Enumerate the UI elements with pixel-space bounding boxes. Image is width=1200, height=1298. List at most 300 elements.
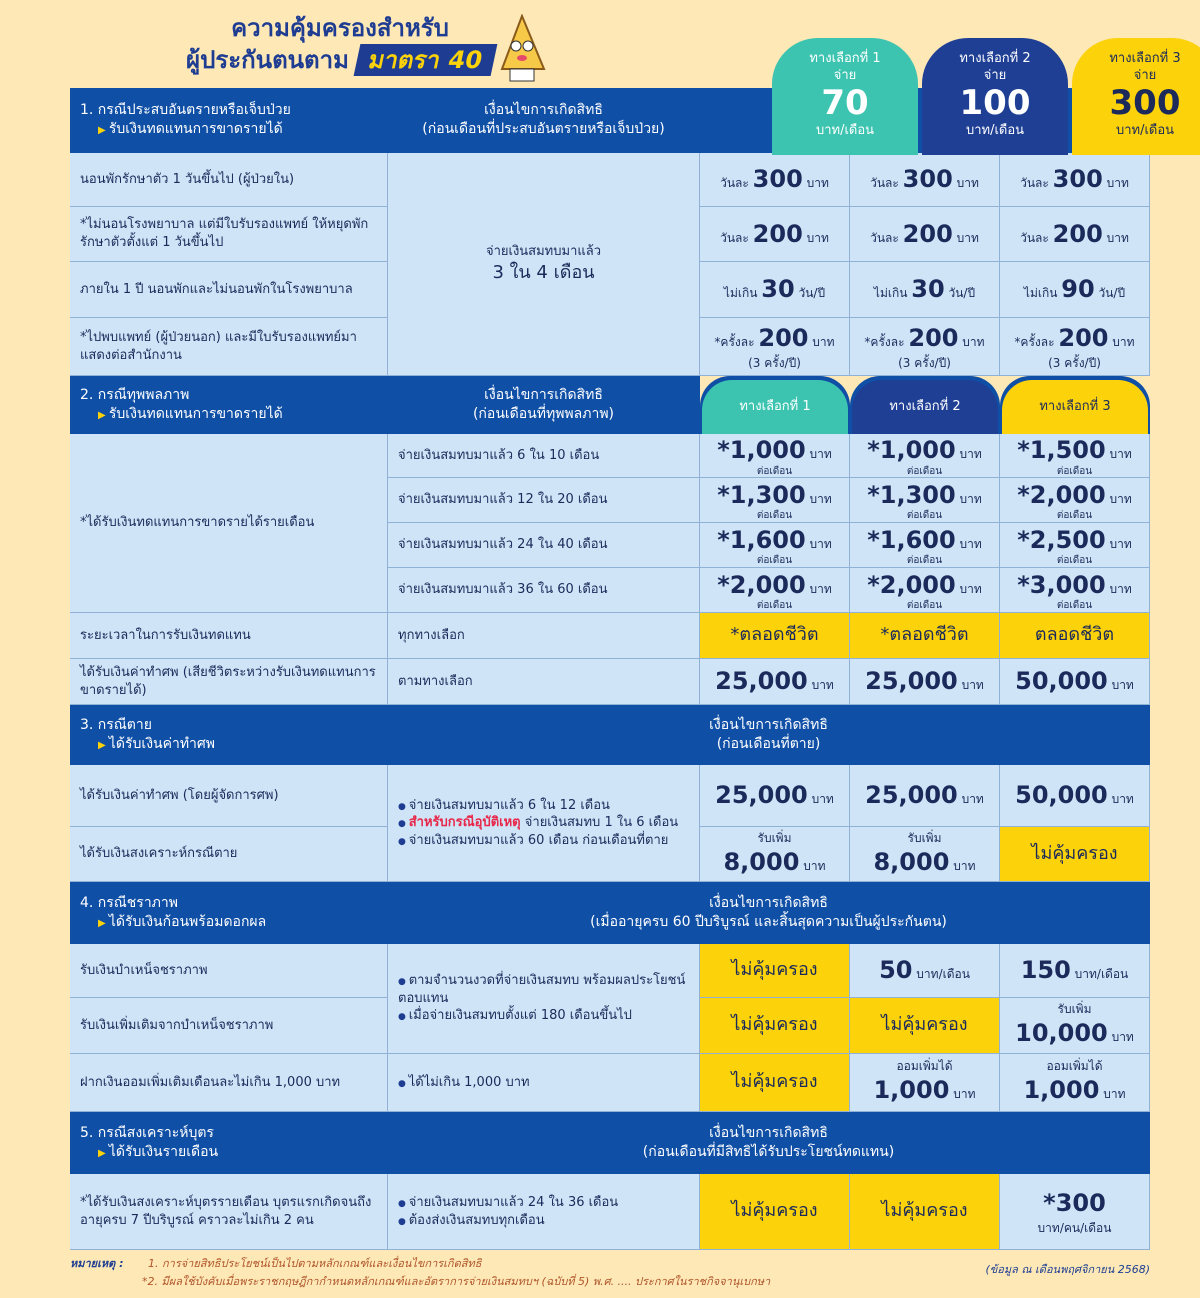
page-title: [170, 12, 510, 76]
condition-item: [398, 1007, 689, 1025]
value-line: [720, 163, 829, 195]
value-suffix: บาท: [1102, 230, 1129, 245]
value-cell: [1000, 434, 1150, 478]
value-prefix: วันละ: [1020, 176, 1053, 191]
section-subtitle: ▶ รับเงินทดแทนการขาดรายได้: [80, 405, 283, 424]
value-suffix: บาท: [805, 447, 832, 462]
value-line: [874, 273, 975, 305]
not-covered-cell: [850, 1174, 1000, 1250]
option-subtab: [850, 376, 1000, 434]
row-label: [70, 262, 388, 318]
option-subtab: [1000, 376, 1150, 434]
section-title: 2. กรณีทุพพลภาพ: [80, 386, 190, 403]
value-line: [724, 273, 825, 305]
row-label: [70, 944, 388, 998]
value-text: ไม่คุ้มครอง: [731, 959, 818, 981]
condition-item: [398, 972, 689, 1007]
condition-text: จ่ายเงินสมทบมาแล้ว 36 ใน 60 เดือน: [398, 582, 608, 598]
not-covered-cell: [850, 998, 1000, 1054]
section-title: 1. กรณีประสบอันตรายหรือเจ็บป่วย: [80, 102, 291, 119]
value-text: ไม่คุ้มครอง: [731, 1200, 818, 1222]
section-title-wrap: [80, 386, 283, 424]
value-line: [1015, 665, 1134, 697]
row-label: [70, 765, 388, 827]
value-cell: [700, 659, 850, 705]
section-header: [70, 1112, 388, 1174]
value-prefix: วันละ: [870, 176, 903, 191]
value-suffix: บาท: [805, 491, 832, 506]
footnote-key: หมายเหตุ :: [70, 1257, 124, 1270]
value-number: 25,000: [715, 781, 808, 810]
condition-text: จ่ายเงินสมทบมาแล้ว: [485, 244, 602, 260]
value-prefix: *ครั้งละ: [864, 335, 909, 350]
value-number: 90: [1061, 275, 1095, 304]
value-line: [723, 846, 825, 878]
condition-list: [398, 797, 678, 850]
value-line: [720, 218, 829, 250]
value-suffix: บาท: [955, 491, 982, 506]
value-suffix: บาท: [952, 230, 979, 245]
row-label: [70, 434, 388, 613]
condition-text: ทุกทางเลือก: [398, 627, 465, 643]
condition-text: จ่ายเงินสมทบมาแล้ว 24 ใน 36 เดือน: [408, 1194, 619, 1210]
value-cell: [1000, 153, 1150, 207]
value-cell: [850, 568, 1000, 613]
condition-item: [398, 797, 678, 815]
value-number: *2,000: [867, 570, 956, 599]
condition-cell: [388, 1054, 700, 1112]
value-cell: [850, 434, 1000, 478]
value-prefix: รับเพิ่ม: [757, 830, 792, 845]
value-suffix: บาท: [955, 581, 982, 596]
condition-text: จ่ายเงินสมทบ 1 ใน 6 เดือน: [520, 815, 679, 831]
value-line: [1015, 779, 1134, 811]
value-text: ไม่คุ้มครอง: [881, 1014, 968, 1036]
value-cell: [700, 568, 850, 613]
value-line: [1017, 569, 1132, 601]
condition-text: จ่ายเงินสมทบมาแล้ว 60 เดือน ก่อนเดือนที่ตาย: [408, 832, 669, 848]
value-line: [867, 524, 982, 556]
value-suffix: บาท: [1105, 491, 1132, 506]
value-line: [715, 665, 834, 697]
section-title: 3. กรณีตาย: [80, 716, 152, 733]
value-suffix: วัน/ปี: [944, 286, 976, 301]
value-suffix: บาท: [1108, 335, 1135, 350]
row-label-text: ได้รับเงินค่าทำศพ (โดยผู้จัดการศพ): [80, 787, 279, 803]
value-number: 1,000: [873, 1076, 950, 1105]
value-number: 50,000: [1015, 667, 1108, 696]
condition-cell: [388, 659, 700, 705]
value-cell: [1000, 659, 1150, 705]
value-line: [1043, 1187, 1106, 1219]
value-text: ไม่คุ้มครอง: [881, 1200, 968, 1222]
value-suffix: บาท: [1105, 536, 1132, 551]
value-suffix: บาท: [952, 176, 979, 191]
condition-title: เงื่อนไขการเกิดสิทธิ: [709, 1124, 828, 1141]
value-line: [870, 163, 979, 195]
not-covered-cell: [700, 944, 850, 998]
section-title: 5. กรณีสงเคราะห์บุตร: [80, 1124, 214, 1141]
value-note: ต่อเดือน: [756, 555, 793, 567]
value-number: *1,000: [867, 436, 956, 465]
section-subtitle: ▶ ได้รับเงินรายเดือน: [80, 1143, 218, 1162]
value-suffix: บาท: [955, 447, 982, 462]
value-cell: [850, 262, 1000, 318]
value-cell: [1000, 318, 1150, 376]
data-source: (ข้อมูล ณ เดือนพฤศจิกายน 2568): [985, 1263, 1150, 1276]
value-cell: [1000, 998, 1150, 1054]
shared-condition: [388, 153, 700, 376]
value-cell: [700, 318, 850, 376]
condition-cell: [388, 613, 700, 659]
value-cell: [850, 827, 1000, 882]
value-number: 1,000: [1023, 1076, 1100, 1105]
value-number: *2,000: [1017, 480, 1106, 509]
value-line: [1017, 479, 1132, 511]
value-cell: [700, 434, 850, 478]
value-cell: [850, 944, 1000, 998]
condition-title: เงื่อนไขการเกิดสิทธิ: [484, 386, 603, 403]
value-suffix: บาท: [807, 792, 834, 807]
value-cell: [700, 523, 850, 568]
value-note: ต่อเดือน: [1056, 555, 1093, 567]
value-line: [864, 322, 984, 354]
section-header: [70, 376, 388, 434]
value-prefix: ไม่เกิน: [873, 286, 912, 301]
value-cell: [850, 153, 1000, 207]
option-label: ทางเลือกที่ 2: [959, 51, 1031, 66]
row-label-text: ได้รับเงินค่าทำศพ (เสียชีวิตระหว่างรับเงินทดแทนการขาดรายได้): [80, 664, 376, 698]
value-cell: [1000, 207, 1150, 262]
section-title-wrap: [80, 894, 266, 932]
section-subtitle: ▶ ได้รับเงินก้อนพร้อมดอกผล: [80, 913, 266, 932]
value-number: 200: [908, 324, 959, 353]
condition-text: จ่ายเงินสมทบมาแล้ว 12 ใน 20 เดือน: [398, 492, 608, 508]
condition-header: [388, 882, 1150, 944]
value-prefix: *ครั้งละ: [714, 335, 759, 350]
condition-item: [398, 1212, 618, 1230]
option-subtab-label: ทางเลือกที่ 3: [1002, 380, 1148, 434]
value-cell: [1000, 262, 1150, 318]
option-unit: บาท/เดือน: [965, 123, 1025, 138]
section-header: [70, 705, 388, 765]
condition-header: [388, 1112, 1150, 1174]
value-suffix: บาท/เดือน: [912, 967, 970, 982]
value-number: 300: [1052, 165, 1103, 194]
value-suffix: บาท: [958, 335, 985, 350]
value-suffix: บาท: [955, 536, 982, 551]
condition-title: เงื่อนไขการเกิดสิทธิ: [709, 716, 828, 733]
value-line: [717, 569, 832, 601]
value-cell: [1000, 523, 1150, 568]
value-line: [1015, 1017, 1134, 1049]
value-line: [865, 665, 984, 697]
condition-subtitle: (ก่อนเดือนที่มีสิทธิได้รับประโยชน์ทดแทน): [642, 1143, 895, 1160]
option-amount: 300: [1109, 83, 1181, 123]
condition-cell: [388, 568, 700, 613]
condition-list: [398, 1074, 530, 1092]
value-cell: [850, 659, 1000, 705]
value-note: ต่อเดือน: [906, 510, 943, 522]
value-suffix: บาท: [807, 678, 834, 693]
condition-item: [398, 814, 678, 832]
mascot-icon: [492, 14, 552, 84]
section-badge: มาตรา 40: [354, 44, 498, 76]
value-number: *1,600: [717, 525, 806, 554]
value-line: [1021, 954, 1129, 986]
row-label-text: *ได้รับเงินทดแทนการขาดรายได้รายเดือน: [80, 515, 315, 531]
value-cell: [1000, 1054, 1150, 1112]
value-suffix: บาท: [1105, 447, 1132, 462]
condition-text: ตามทางเลือก: [398, 673, 473, 689]
not-covered-cell: [850, 613, 1000, 659]
value-suffix: วัน/ปี: [794, 286, 826, 301]
row-label: [70, 153, 388, 207]
row-label-text: ได้รับเงินสงเคราะห์กรณีตาย: [80, 846, 238, 862]
value-suffix: วัน/ปี: [1094, 286, 1126, 301]
value-line: [865, 779, 984, 811]
value-prefix: รับเพิ่ม: [907, 830, 942, 845]
row-label: [70, 318, 388, 376]
condition-item: [398, 1194, 618, 1212]
condition-cell: [388, 523, 700, 568]
highlight-text: สำหรับกรณีอุบัติเหตุ: [408, 815, 521, 831]
value-note: ต่อเดือน: [1056, 510, 1093, 522]
value-note: (3 ครั้ง/ปี): [1048, 355, 1101, 370]
condition-subtitle: (ก่อนเดือนที่ทุพพลภาพ): [472, 405, 615, 422]
condition-title: เงื่อนไขการเกิดสิทธิ: [484, 102, 603, 119]
value-line: [1020, 218, 1129, 250]
value-text: ไม่คุ้มครอง: [1031, 842, 1118, 864]
value-number: 50,000: [1015, 781, 1108, 810]
value-prefix: วันละ: [870, 230, 903, 245]
value-line: [867, 569, 982, 601]
value-cell: [1000, 568, 1150, 613]
condition-title: เงื่อนไขการเกิดสิทธิ: [709, 894, 828, 911]
value-number: 200: [752, 219, 803, 248]
value-prefix: ไม่เกิน: [723, 286, 762, 301]
row-label: [70, 659, 388, 705]
row-label: [70, 827, 388, 882]
value-text: ไม่คุ้มครอง: [731, 1014, 818, 1036]
value-cell: [850, 765, 1000, 827]
value-cell: [850, 1054, 1000, 1112]
row-label-text: รับเงินบำเหน็จชราภาพ: [80, 962, 208, 978]
value-prefix: วันละ: [1020, 230, 1053, 245]
value-suffix: บาท: [957, 678, 984, 693]
value-line: [1014, 322, 1134, 354]
benefits-table: [70, 88, 1150, 1250]
option-pay: จ่าย: [1133, 68, 1157, 83]
condition-text: ต้องส่งเงินสมทบทุกเดือน: [408, 1212, 545, 1228]
not-covered-cell: [700, 1174, 850, 1250]
condition-header: [388, 705, 1150, 765]
value-suffix: บาท: [805, 536, 832, 551]
option-tab-1: [772, 38, 918, 155]
value-cell: [1000, 765, 1150, 827]
value-prefix: ไม่เกิน: [1023, 286, 1062, 301]
value-note: (3 ครั้ง/ปี): [898, 355, 951, 370]
value-line: [717, 434, 832, 466]
value-line: [1023, 1074, 1125, 1106]
value-number: *1,000: [717, 436, 806, 465]
value-cell: [700, 827, 850, 882]
value-line: [870, 218, 979, 250]
value-number: 200: [902, 219, 953, 248]
value-suffix: บาท: [1102, 176, 1129, 191]
value-line: [715, 779, 834, 811]
value-number: 200: [758, 324, 809, 353]
value-number: *300: [1043, 1189, 1106, 1218]
value-note: ต่อเดือน: [756, 600, 793, 612]
not-covered-cell: [700, 613, 850, 659]
value-cell: [850, 523, 1000, 568]
title-line1: ความคุ้มครองสำหรับ: [231, 14, 449, 42]
value-line: [714, 322, 834, 354]
value-cell: [700, 478, 850, 523]
condition-cell: [388, 944, 700, 1054]
section-title-wrap: [80, 716, 215, 754]
value-text: ตลอดชีวิต: [1034, 624, 1115, 646]
condition-subtitle: (ก่อนเดือนที่ตาย): [716, 735, 821, 752]
value-cell: [1000, 1174, 1150, 1250]
condition-text: ได้ไม่เกิน 1,000 บาท: [408, 1074, 530, 1090]
value-suffix: บาท: [802, 176, 829, 191]
value-number: 25,000: [865, 667, 958, 696]
value-cell: [850, 478, 1000, 523]
value-suffix: บาท: [1107, 1030, 1134, 1045]
section-header: [70, 882, 388, 944]
option-unit: บาท/เดือน: [815, 123, 875, 138]
value-suffix: บาท: [805, 581, 832, 596]
section-subtitle: ▶ ได้รับเงินค่าทำศพ: [80, 735, 215, 754]
not-covered-cell: [1000, 827, 1150, 882]
option-subtab-label: ทางเลือกที่ 1: [702, 380, 848, 434]
value-number: 200: [1058, 324, 1109, 353]
value-number: *1,300: [867, 480, 956, 509]
condition-item: [398, 1074, 530, 1092]
section-title: 4. กรณีชราภาพ: [80, 894, 178, 911]
value-prefix: ออมเพิ่มได้: [896, 1059, 953, 1074]
value-number: *1,600: [867, 525, 956, 554]
value-number: *1,300: [717, 480, 806, 509]
value-number: 300: [902, 165, 953, 194]
condition-cell: [388, 1174, 700, 1250]
condition-text: จ่ายเงินสมทบมาแล้ว 24 ใน 40 เดือน: [398, 537, 608, 553]
option-amount: 100: [959, 83, 1031, 123]
condition-header: [388, 376, 700, 434]
value-number: *1,500: [1017, 436, 1106, 465]
value-line: [873, 1074, 975, 1106]
value-suffix: บาท: [949, 858, 976, 873]
section-subtitle: ▶ รับเงินทดแทนการขาดรายได้: [80, 120, 291, 139]
value-note: ต่อเดือน: [756, 465, 793, 477]
row-label-text: *ได้รับเงินสงเคราะห์บุตรรายเดือน บุตรแรกเกิดจนถึงอายุครบ 7 ปีบริบูรณ์ คราวละไม่เกิน 2 คน: [80, 1194, 372, 1228]
value-suffix: บาท/เดือน: [1070, 967, 1129, 982]
value-prefix: วันละ: [720, 176, 753, 191]
option-unit: บาท/เดือน: [1115, 123, 1175, 138]
condition-header: [388, 88, 700, 153]
value-note: ต่อเดือน: [1056, 600, 1093, 612]
value-number: 25,000: [865, 781, 958, 810]
option-subtab: [700, 376, 850, 434]
value-number: 300: [752, 165, 803, 194]
value-line: [1017, 434, 1132, 466]
row-label-text: นอนพักรักษาตัว 1 วันขึ้นไป (ผู้ป่วยใน): [80, 171, 295, 187]
row-label: [70, 998, 388, 1054]
footnote-1: 1. การจ่ายสิทธิประโยชน์เป็นไปตามหลักเกณฑ์และเงื่อนไขการเกิดสิทธิ: [148, 1257, 482, 1270]
condition-item: [398, 832, 678, 850]
condition-list: [398, 1194, 618, 1229]
option-tab-2: [922, 38, 1068, 155]
value-text: ไม่คุ้มครอง: [731, 1071, 818, 1093]
row-label-text: รับเงินเพิ่มเติมจากบำเหน็จชราภาพ: [80, 1017, 274, 1033]
value-suffix: บาท: [957, 792, 984, 807]
value-number: 150: [1020, 956, 1071, 985]
condition-text: ตามจำนวนงวดที่จ่ายเงินสมทบ พร้อมผลประโยชน์ตอบแทน: [398, 973, 686, 1006]
value-prefix: วันละ: [720, 230, 753, 245]
section-title-wrap: [80, 101, 291, 139]
value-number: *2,500: [1017, 525, 1106, 554]
option-pay: จ่าย: [833, 68, 857, 83]
value-note: ต่อเดือน: [906, 465, 943, 477]
value-cell: [700, 207, 850, 262]
value-number: 8,000: [873, 847, 950, 876]
value-suffix: บาท: [1105, 581, 1132, 596]
row-label-text: ระยะเวลาในการรับเงินทดแทน: [80, 627, 251, 643]
value-line: [1020, 163, 1129, 195]
value-text: *ตลอดชีวิต: [880, 624, 969, 646]
value-note: ต่อเดือน: [906, 555, 943, 567]
value-note: บาท/คน/เดือน: [1037, 1220, 1112, 1235]
value-note: ต่อเดือน: [1056, 465, 1093, 477]
row-label: [70, 1174, 388, 1250]
value-suffix: บาท: [808, 335, 835, 350]
value-number: *3,000: [1017, 570, 1106, 599]
value-number: 8,000: [723, 847, 800, 876]
value-cell: [1000, 944, 1150, 998]
value-number: 200: [1052, 219, 1103, 248]
condition-text: จ่ายเงินสมทบมาแล้ว 6 ใน 10 เดือน: [398, 447, 600, 463]
value-suffix: บาท: [802, 230, 829, 245]
condition-cell: [388, 478, 700, 523]
value-suffix: บาท: [799, 858, 826, 873]
value-prefix: รับเพิ่ม: [1057, 1002, 1092, 1017]
option-label: ทางเลือกที่ 3: [1109, 51, 1181, 66]
condition-cell: [388, 434, 700, 478]
condition-value: 3 ใน 4 เดือน: [492, 261, 595, 283]
condition-cell: [388, 765, 700, 882]
section-header: [70, 88, 388, 153]
value-number: 25,000: [715, 667, 808, 696]
option-amount: 70: [821, 83, 869, 123]
value-number: 10,000: [1015, 1019, 1108, 1048]
value-number: *2,000: [717, 570, 806, 599]
row-label-text: ภายใน 1 ปี นอนพักและไม่นอนพักในโรงพยาบาล: [80, 281, 353, 297]
value-note: ต่อเดือน: [906, 600, 943, 612]
value-text: *ตลอดชีวิต: [730, 624, 819, 646]
condition-text: จ่ายเงินสมทบมาแล้ว 6 ใน 12 เดือน: [408, 797, 610, 813]
value-cell: [700, 765, 850, 827]
section-title-wrap: [80, 1124, 218, 1162]
condition-subtitle: (เมื่ออายุครบ 60 ปีบริบูรณ์ และสิ้นสุดความเป็นผู้ประกันตน): [590, 913, 947, 930]
value-number: 30: [911, 275, 945, 304]
row-label: [70, 1054, 388, 1112]
row-label: [70, 207, 388, 262]
condition-list: [398, 972, 689, 1025]
not-covered-cell: [700, 998, 850, 1054]
option-subtab-label: ทางเลือกที่ 2: [852, 380, 998, 434]
